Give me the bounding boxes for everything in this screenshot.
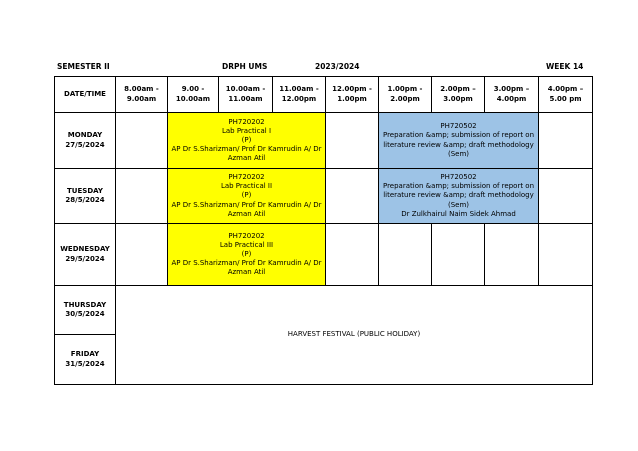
timetable: [54, 76, 593, 385]
empty-cell: [539, 224, 593, 286]
lab-session-tuesday: PH720202 Lab Practical II (P) AP Dr S.Sharizman/ Prof Dr Kamrudin A/ Dr Azman Atil: [168, 169, 326, 224]
empty-cell: [432, 224, 485, 286]
empty-cell: [326, 169, 379, 224]
seminar-session-tuesday: PH720502 Preparation &amp; submission of report on literature review &amp; draft methodology (Sem) Dr Zulkhairul Naim Sidek Ahmad: [379, 169, 539, 224]
slot-header-5: 12.00pm - 1.00pm: [326, 77, 379, 113]
week-label: WEEK 14: [546, 62, 584, 71]
empty-cell: [539, 169, 593, 224]
slot-header-1: 8.00am - 9.00am: [116, 77, 168, 113]
day-label-monday: MONDAY 27/5/2024: [55, 113, 116, 169]
day-label-wednesday: WEDNESDAY 29/5/2024: [55, 224, 116, 286]
day-label-tuesday: TUESDAY 28/5/2024: [55, 169, 116, 224]
slot-header-3: 10.00am - 11.00am: [219, 77, 273, 113]
slot-header-7: 2.00pm – 3.00pm: [432, 77, 485, 113]
seminar-session-monday: PH720502 Preparation &amp; submission of report on literature review &amp; draft methodology (Sem): [379, 113, 539, 169]
empty-cell: [116, 113, 168, 169]
public-holiday-notice: HARVEST FESTIVAL (PUBLIC HOLIDAY): [116, 286, 593, 385]
monday-row: [55, 113, 593, 169]
empty-cell: [485, 224, 539, 286]
slot-header-9: 4.00pm – 5.00 pm: [539, 77, 593, 113]
slot-header-2: 9.00 - 10.00am: [168, 77, 219, 113]
day-label-friday: FRIDAY 31/5/2024: [55, 335, 116, 385]
datetime-header: DATE/TIME: [55, 77, 116, 113]
lab-session-monday: PH720202 Lab Practical I (P) AP Dr S.Sharizman/ Prof Dr Kamrudin A/ Dr Azman Atil: [168, 113, 326, 169]
wednesday-row: [55, 224, 593, 286]
program-label: DRPH UMS: [222, 62, 268, 71]
header-row: [55, 77, 593, 113]
semester-label: SEMESTER II: [57, 62, 110, 71]
tuesday-row: [55, 169, 593, 224]
thursday-row: [55, 286, 593, 335]
slot-header-4: 11.00am - 12.00pm: [273, 77, 326, 113]
slot-header-8: 3.00pm – 4.00pm: [485, 77, 539, 113]
academic-year-label: 2023/2024: [315, 62, 360, 71]
empty-cell: [326, 113, 379, 169]
slot-header-6: 1.00pm - 2.00pm: [379, 77, 432, 113]
empty-cell: [379, 224, 432, 286]
lab-session-wednesday: PH720202 Lab Practical III (P) AP Dr S.Sharizman/ Prof Dr Kamrudin A/ Dr Azman Atil: [168, 224, 326, 286]
empty-cell: [116, 224, 168, 286]
empty-cell: [539, 113, 593, 169]
empty-cell: [116, 169, 168, 224]
empty-cell: [326, 224, 379, 286]
day-label-thursday: THURSDAY 30/5/2024: [55, 286, 116, 335]
